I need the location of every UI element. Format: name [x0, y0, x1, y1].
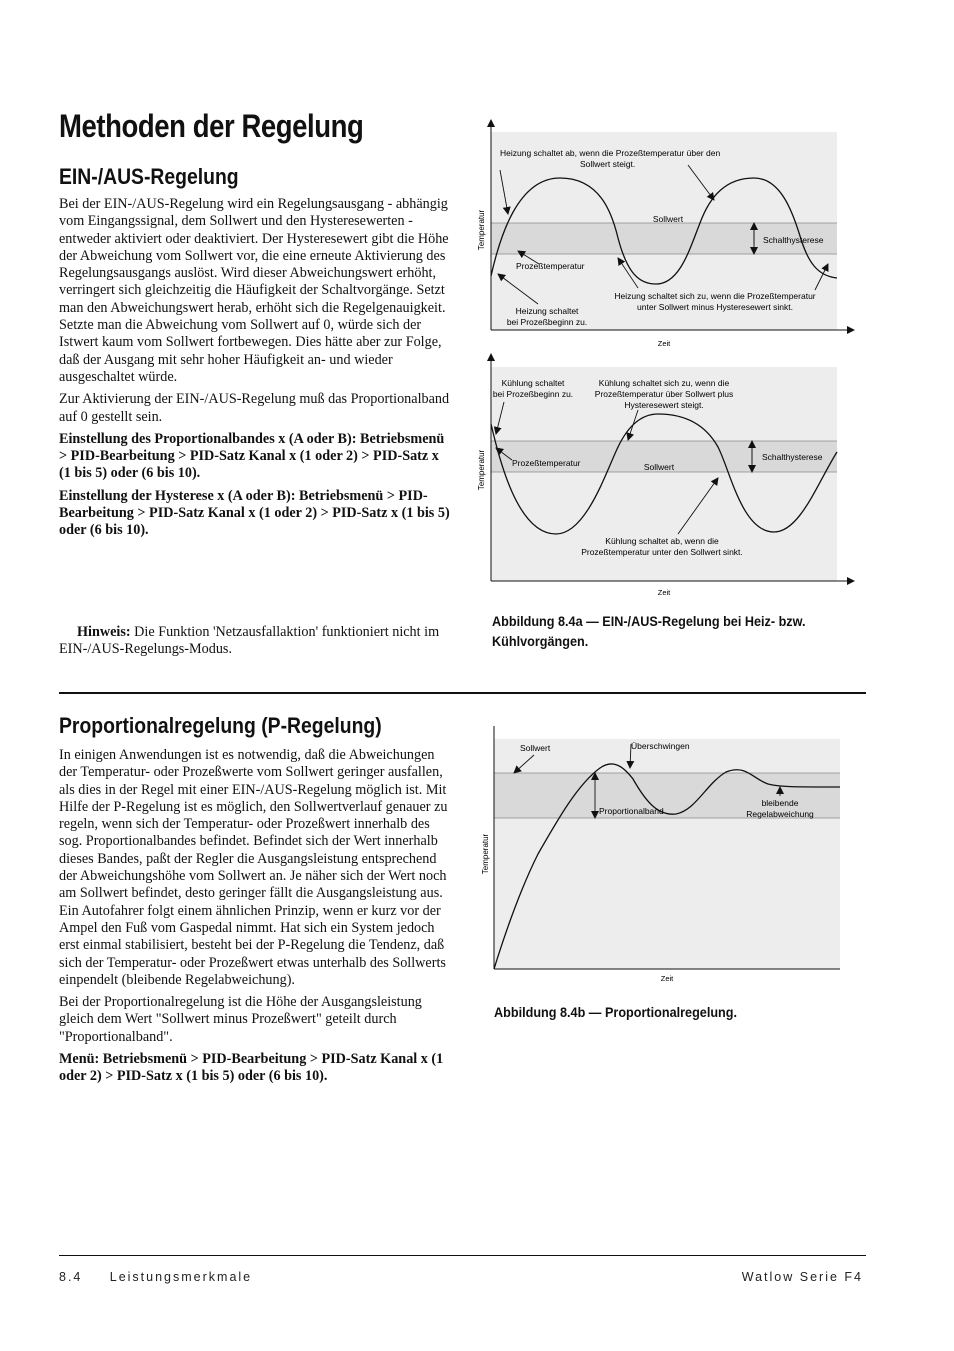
y-axis-label: Temperatur: [477, 449, 486, 491]
hysteresis-label: Schalthysterese: [763, 235, 824, 245]
note-heat-on-1: Heizung schaltet sich zu, wenn die Prozeßtemperatur: [614, 291, 816, 301]
footer-rule: [59, 1255, 866, 1256]
section-heading-proportional: Proportionalregelung (P-Regelung): [59, 713, 382, 738]
figure-8-4b-caption: Abbildung 8.4b — Proportionalregelung.: [494, 1005, 738, 1020]
note-label: Hinweis:: [77, 624, 131, 640]
paragraph: Bei der EIN-/AUS-Regelung wird ein Regelungsausgang - abhängig vom Eingangssignal, dem Sollwert und den Hysteresewerten - entweder aktiviert oder deaktiviert. Der Hysteresewert gibt die Höhe der Abweichung vom Sollwert vor, die eine erneute Aktivierung des Regelungsausgangs auslöst. Wird dieser Abweichungswert erhöht, verringert sich gleichzeitig die Häufigkeit der Schaltvorgänge. Setzt man den Abweichungswert herab, erhöht sich die Regelgenauigkeit. Setzte man die Abweichung vom Sollwert auf 0, würde sich der Istwert kaum vom Sollwert fortbewegen. Dies hätte aber zur Folge, daß der Ausgang mit sehr hoher Häufigkeit an- und wieder ausgeschaltet würde.: [59, 196, 449, 385]
paragraph: In einigen Anwendungen ist es notwendig, daß die Abweichungen der Temperatur- oder Prozeßwerte vom Sollwert geringer ausfallen, als dies in der Regel mit einer EIN-/AUS-Regelung möglich ist. Mit Hilfe der P-Regelung ist es möglich, den Sollwertverlauf genauer zu regeln, wenn sich der Temperatur- oder Prozeßwert innerhalb des sog. Proportionalbandes befindet. Befindet sich der Wert innerhalb dieses Bandes, paßt der Regler die Ausgangsleistung entsprechend der Abweichungshöhe vom Sollwert an. Je näher sich der Wert noch am Sollwert befindet, desto geringer fällt die Ausgangsleistung aus. Ein Autofahrer folgt einem ähnlichen Prinzip, wenn er kurz vor der Ampel den Fuß vom Gaspedal nimmt. Hat sich ein System jedoch erst einmal stabilisiert, besteht bei der P-Regelung die Tendenz, daß sich der Temperatur- oder Prozeßwert etwas unterhalb des Sollwerts einpendelt (bleibende Regelabweichung).: [59, 747, 448, 988]
x-axis-label: Zeit: [657, 339, 671, 348]
band-label: Proportionalband: [599, 806, 664, 816]
process-label: Prozeßtemperatur: [512, 458, 581, 468]
note-cool-off-1: Kühlung schaltet ab, wenn die: [605, 536, 719, 546]
note: [59, 624, 451, 664]
paragraph: Bei der Proportionalregelung ist die Höhe der Ausgangsleistung gleich dem Wert "Sollwert minus Prozeßwert" geteilt durch "Proportionalband".: [59, 994, 422, 1045]
setpoint-label: Sollwert: [643, 462, 675, 472]
note-text: Die Funktion 'Netzausfallaktion' funktioniert nicht im EIN-/AUS-Regelungs-Modus.: [59, 624, 440, 658]
setpoint-label: Sollwert: [652, 214, 684, 224]
x-axis-label: Zeit: [657, 588, 671, 597]
heating-chart: [478, 118, 858, 350]
section-heading-on-off: EIN-/AUS-Regelung: [59, 164, 239, 189]
section-proportional-text: [59, 747, 451, 1091]
cooling-chart: [478, 352, 858, 602]
note-cool-start-1: Kühlung schaltet: [501, 378, 565, 388]
footer-section: 8.4 Leistungsmerkmale: [59, 1270, 253, 1284]
note-cool-on-2: Prozeßtemperatur über Sollwert plus: [594, 389, 734, 399]
section-divider: [59, 692, 866, 694]
y-axis-label: Temperatur: [477, 209, 486, 251]
paragraph: Zur Aktivierung der EIN-/AUS-Regelung muß das Proportionalband auf 0 gestellt sein.: [59, 391, 450, 425]
menu-path-hysteresis: Einstellung der Hysterese x (A oder B): Betriebsmenü > PID-Bearbeitung > PID-Satz Kanal x (1 oder 2) > PID-Satz x (1 bis 5) oder (6 bis 10).: [59, 487, 450, 539]
note-heat-start-1: Heizung schaltet: [515, 306, 579, 316]
hysteresis-label: Schalthysterese: [762, 452, 823, 462]
proportional-chart: [478, 724, 858, 986]
menu-path-proportional: Menü: Betriebsmenü > PID-Bearbeitung > PID-Satz Kanal x (1 oder 2) > PID-Satz x (1 bis 5) oder (6 bis 10).: [59, 1051, 444, 1085]
note-heat-off-1: Heizung schaltet ab, wenn die Prozeßtemperatur über den: [500, 148, 721, 158]
footer-product: Watlow Serie F4: [741, 1270, 863, 1284]
x-axis-label: Zeit: [660, 974, 674, 983]
note-heat-on-2: unter Sollwert minus Hysteresewert sinkt.: [637, 302, 793, 312]
menu-path-proportional-band: Einstellung des Proportionalbandes x (A oder B): Betriebsmenü > PID-Bearbeitung > PID-Satz Kanal x (1 oder 2) > PID-Satz x (1 bis 5) oder (6 bis 10).: [59, 430, 445, 482]
overshoot-label: Überschwingen: [631, 741, 690, 751]
page-title: Methoden der Regelung: [59, 108, 364, 144]
note-heat-off-2: Sollwert steigt.: [580, 159, 636, 169]
section-on-off-text: [59, 196, 451, 545]
y-axis-label: Temperatur: [481, 833, 490, 875]
note-heat-start-2: bei Prozeßbeginn zu.: [506, 317, 588, 327]
note-cool-start-2: bei Prozeßbeginn zu.: [492, 389, 574, 399]
offset-label-2: Regelabweichung: [746, 809, 814, 819]
offset-label-1: bleibende: [761, 798, 799, 808]
process-label: Prozeßtemperatur: [516, 261, 585, 271]
note-cool-off-2: Prozeßtemperatur unter den Sollwert sinkt.: [581, 547, 743, 557]
note-cool-on-3: Hysteresewert steigt.: [624, 400, 704, 410]
note-cool-on-1: Kühlung schaltet sich zu, wenn die: [598, 378, 730, 388]
figure-8-4a-caption: Abbildung 8.4a — EIN-/AUS-Regelung bei Heiz- bzw. Kühlvorgängen.: [492, 614, 806, 649]
setpoint-label: Sollwert: [520, 743, 551, 753]
